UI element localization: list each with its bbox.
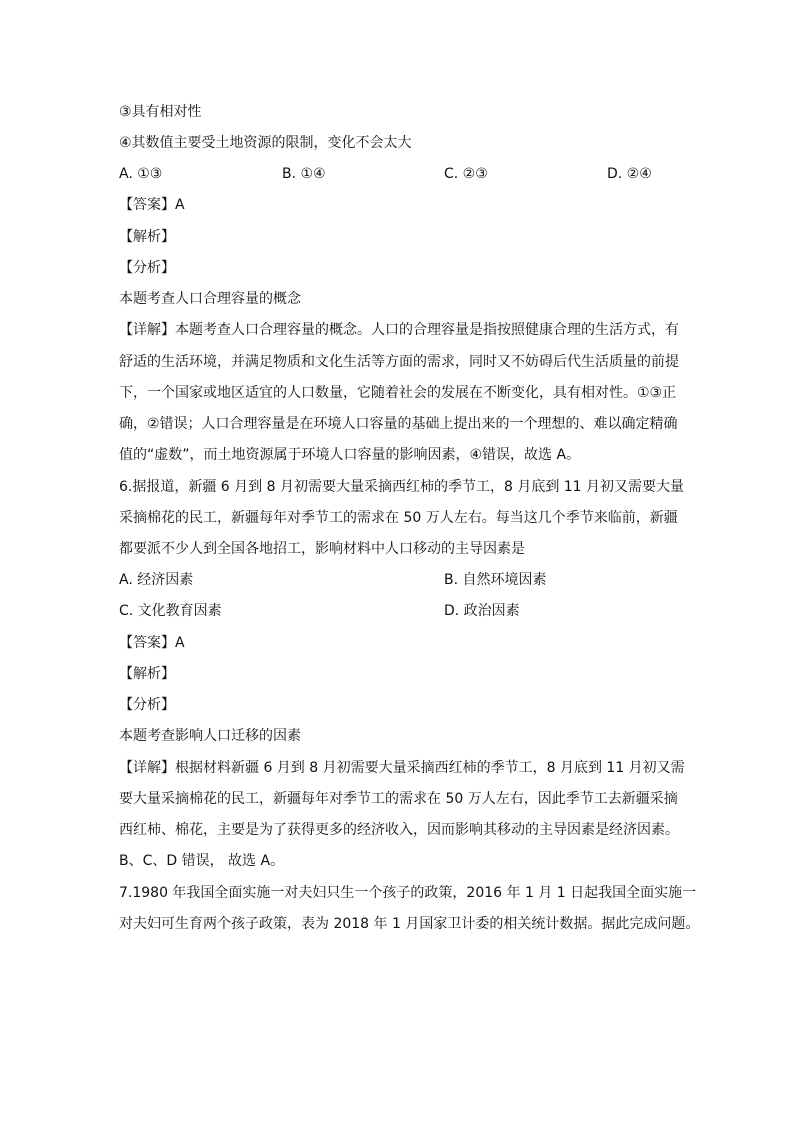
q5-detail-line: 舒适的生活环境，并满足物质和文化生活等方面的需求，同时又不妨碍后代生活质量的前提 bbox=[119, 354, 679, 370]
q5-item-3: ③具有相对性 bbox=[119, 104, 202, 120]
q6-jiexi-heading: 【解析】 bbox=[119, 666, 175, 682]
q6-detail-line: 西红柿、棉花，主要是为了获得更多的经济收入，因而影响其移动的主导因素是经济因素。 bbox=[119, 822, 679, 838]
q5-detail-line: 下，一个国家或地区适宜的人口数量，它随着社会的发展在不断变化，具有相对性。①③正 bbox=[119, 385, 677, 401]
q6-fenxi-heading: 【分析】 bbox=[119, 697, 175, 713]
q5-option-d: D. ②④ bbox=[607, 166, 652, 182]
q6-option-a: A. 经济因素 bbox=[119, 572, 194, 588]
q7-stem-line: 对夫妇可生育两个孩子政策，表为 2018 年 1 月国家卫计委的相关统计数据。据此完成问题。 bbox=[119, 916, 700, 932]
q6-fenxi-text: 本题考查影响人口迁移的因素 bbox=[119, 728, 301, 744]
q6-stem-line: 都要派不少人到全国各地招工，影响材料中人口移动的主导因素是 bbox=[119, 541, 525, 557]
q6-option-c: C. 文化教育因素 bbox=[119, 603, 222, 619]
q5-fenxi-heading: 【分析】 bbox=[119, 260, 175, 276]
q6-detail-line: B、C、D 错误， 故选 A。 bbox=[119, 853, 285, 869]
q5-detail-line: 值的“虚数”，而土地资源属于环境人口容量的影响因素，④错误，故选 A。 bbox=[119, 447, 581, 463]
q5-option-a: A. ①③ bbox=[119, 166, 163, 182]
q5-jiexi-heading: 【解析】 bbox=[119, 229, 175, 245]
q5-answer: 【答案】A bbox=[119, 197, 185, 213]
q5-option-b: B. ①④ bbox=[282, 166, 326, 182]
q5-fenxi-text: 本题考查人口合理容量的概念 bbox=[119, 291, 301, 307]
q6-detail-line: 【详解】根据材料新疆 6 月到 8 月初需要大量采摘西红柿的季节工，8 月底到 11 月初又需 bbox=[119, 760, 685, 776]
q6-stem-line: 6.据报道，新疆 6 月到 8 月初需要大量采摘西红柿的季节工，8 月底到 11 月初又需要大量 bbox=[119, 479, 685, 495]
q6-answer: 【答案】A bbox=[119, 635, 185, 651]
q6-option-b: B. 自然环境因素 bbox=[444, 572, 547, 588]
q7-stem-line: 7.1980 年我国全面实施一对夫妇只生一个孩子的政策，2016 年 1 月 1 日起我国全面实施一 bbox=[119, 885, 697, 901]
q5-detail-line: 【详解】本题考查人口合理容量的概念。人口的合理容量是指按照健康合理的生活方式，有 bbox=[119, 322, 679, 338]
q6-detail-line: 要大量采摘棉花的民工，新疆每年对季节工的需求在 50 万人左右，因此季节工去新疆采摘 bbox=[119, 791, 678, 807]
q5-detail-line: 确，②错误；人口合理容量是在环境人口容量的基础上提出来的一个理想的、难以确定精确 bbox=[119, 416, 678, 432]
q6-stem-line: 采摘棉花的民工，新疆每年对季节工的需求在 50 万人左右。每当这几个季节来临前，新疆 bbox=[119, 510, 678, 526]
q5-item-4: ④其数值主要受土地资源的限制，变化不会太大 bbox=[119, 135, 412, 151]
q5-option-c: C. ②③ bbox=[444, 166, 488, 182]
q6-option-d: D. 政治因素 bbox=[444, 603, 520, 619]
